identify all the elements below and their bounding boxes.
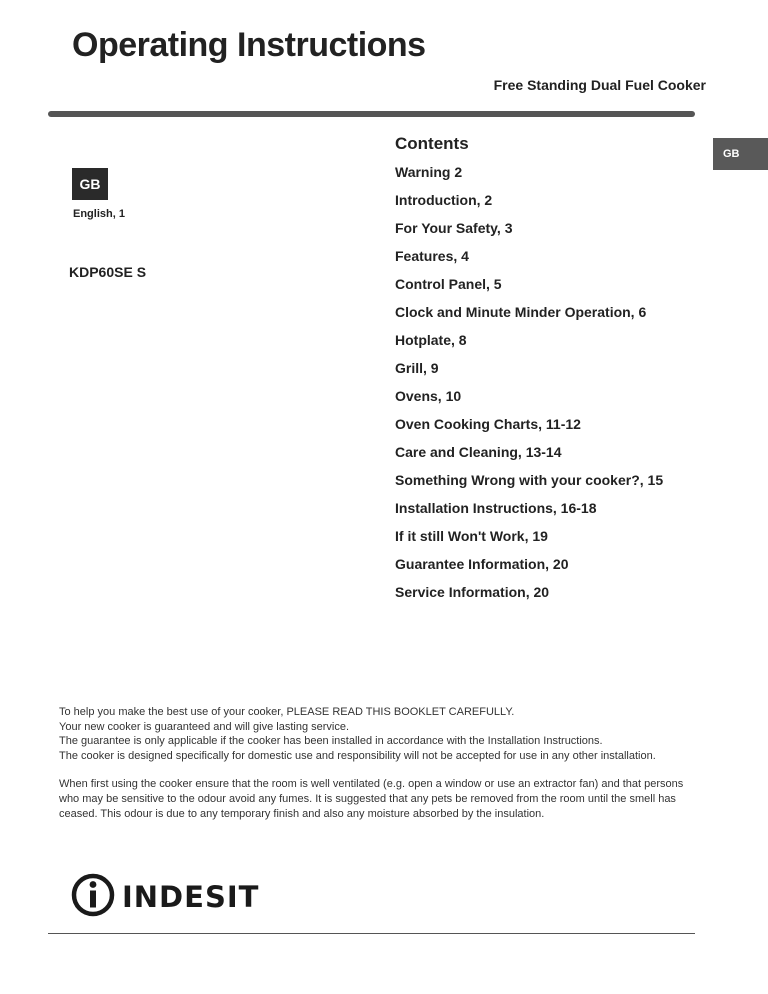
toc-item: Hotplate, 8 [395,332,467,348]
page-subtitle: Free Standing Dual Fuel Cooker [493,77,706,93]
toc-item: Oven Cooking Charts, 11-12 [395,416,581,432]
bottom-divider [48,933,695,934]
toc-item: If it still Won't Work, 19 [395,528,548,544]
intro-line: To help you make the best use of your cooker, PLEASE READ THIS BOOKLET CAREFULLY. [59,706,515,718]
contents-heading: Contents [395,134,469,153]
toc-item: Introduction, 2 [395,192,493,208]
toc-item: Ovens, 10 [395,388,462,404]
intro-paragraph-1 [59,705,699,763]
toc-item: Warning 2 [395,164,463,180]
language-page-ref: English, 1 [73,208,125,220]
intro-paragraph-2: When first using the cooker ensure that the room is well ventilated (e.g. open a window or use an extractor fan) and that persons who may be sensitive to the odour avoid any fumes. It is suggested that any pets be removed from the room until the smell has ceased. This odour is due to any temporary finish and also any moisture absorbed by the insulation. [59,778,684,820]
toc-item: Control Panel, 5 [395,276,502,292]
toc-item: Features, 4 [395,248,469,264]
top-divider [48,111,695,117]
intro-line: The cooker is designed specifically for domestic use and responsibility will not be accepted for use in any other installation. [59,749,656,762]
toc-item: Clock and Minute Minder Operation, 6 [395,304,647,320]
logo-dot-icon [90,881,97,888]
toc-item: Guarantee Information, 20 [395,556,569,572]
language-badge: GB [72,168,108,200]
intro-text [59,705,699,835]
indesit-logo [70,871,270,919]
intro-line: The guarantee is only applicable if the cooker has been installed in accordance with the Installation Instructions. [59,735,603,748]
toc-item: Installation Instructions, 16-18 [395,500,597,516]
model-number: KDP60SE S [69,264,147,280]
toc-item: Something Wrong with your cooker?, 15 [395,472,664,488]
contents-list [395,162,663,610]
toc-item: Grill, 9 [395,360,439,376]
intro-line: Your new cooker is guaranteed and will give lasting service. [59,720,350,733]
toc-item: For Your Safety, 3 [395,220,513,236]
logo-wordmark: INDESIT [122,880,260,914]
toc-item: Service Information, 20 [395,584,550,600]
toc-item: Care and Cleaning, 13-14 [395,444,562,460]
language-side-tab: GB [713,138,768,170]
page-title: Operating Instructions [72,26,426,64]
logo-stem-icon [90,891,96,908]
